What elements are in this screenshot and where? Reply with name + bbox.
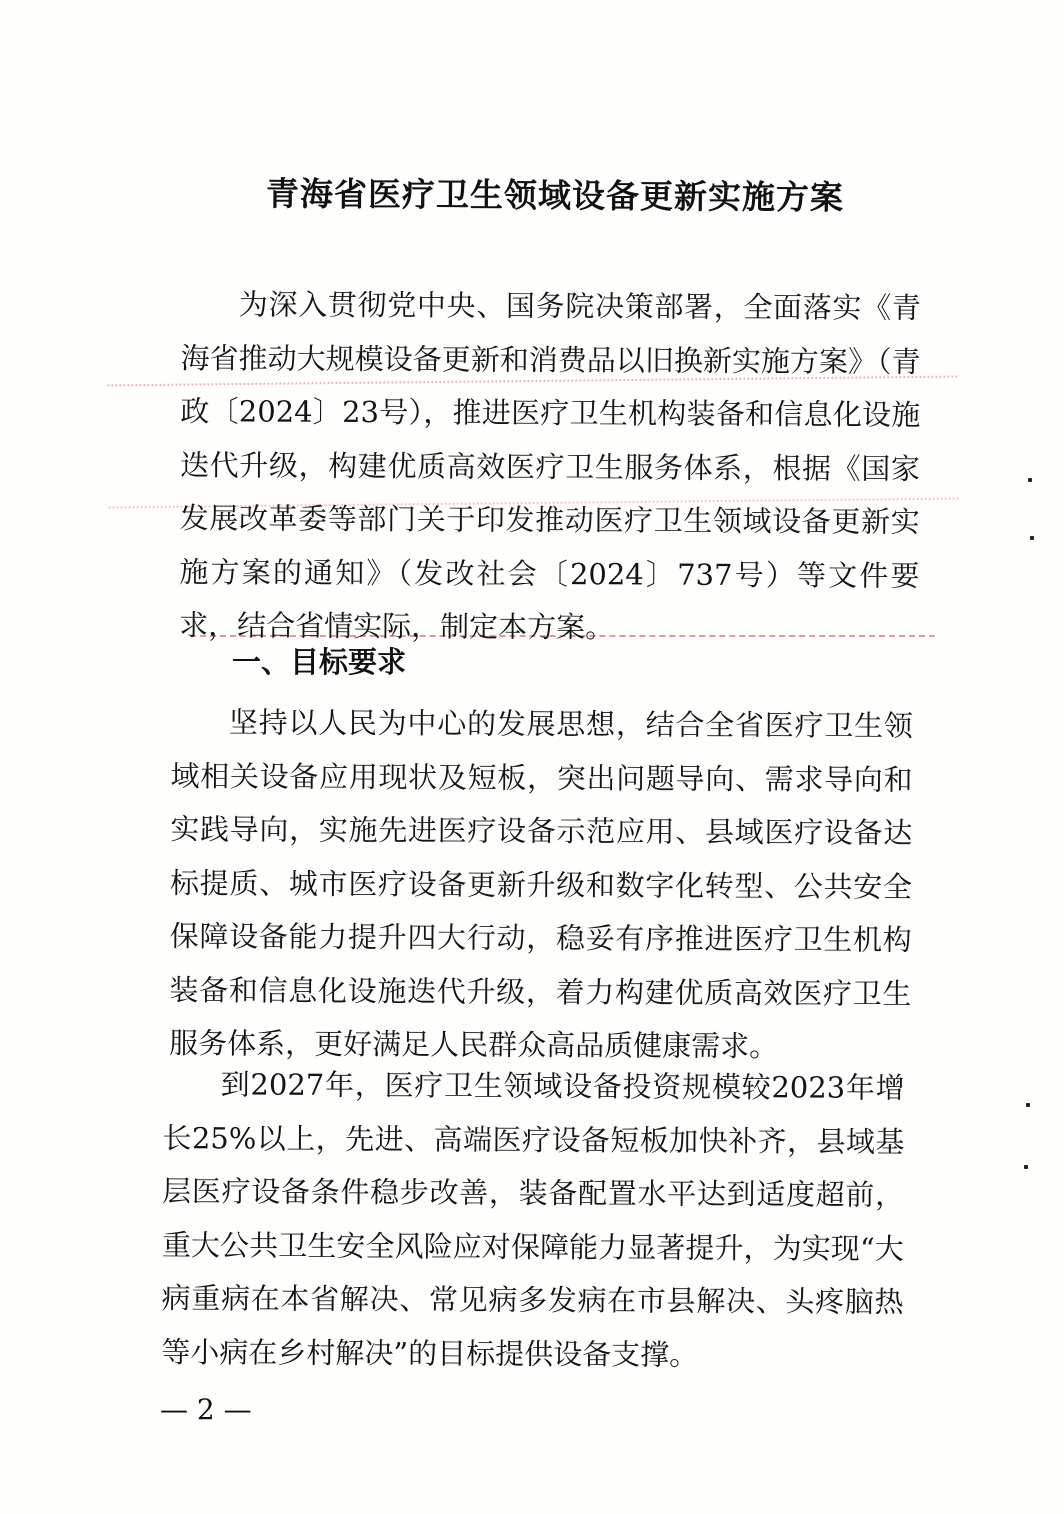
scan-speck	[1028, 478, 1032, 482]
paragraph-targets: 到2027年，医疗卫生领域设备投资规模较2023年增长25%以上，先进、高端医疗设备短板加快补齐，县域基层医疗设备条件稳步改善，装备配置水平达到适度超前，重大公共卫生安全风险应对保障能力显著提升，为实现“大病重病在本省解决、常见病多发病在市县解决、头疼脑热等小病在乡村解决”的目标提供设备支撑。	[161, 1067, 905, 1372]
document-title: 青海省医疗卫生领域设备更新实施方案	[265, 173, 845, 218]
scan-speck	[1026, 1103, 1030, 1107]
section-heading-goals: 一、目标要求	[232, 645, 407, 679]
scan-speck	[1030, 536, 1034, 540]
page-number: — 2 —	[160, 1393, 252, 1426]
scan-speck	[1024, 1165, 1028, 1169]
intro-paragraph: 为深入贯彻党中央、国务院决策部署，全面落实《青海省推动大规模设备更新和消费品以旧换新实施方案》（青政〔2024〕23号），推进医疗卫生机构装备和信息化设施迭代升级，构建优质高效医疗卫生服务体系，根据《国家发展改革委等部门关于印发推动医疗卫生领域设备更新实施方案的通知》（发改社会〔2024〕737号）等文件要求，结合省情实际，制定本方案。	[179, 287, 921, 645]
paragraph-goals: 坚持以人民为中心的发展思想，结合全省医疗卫生领域相关设备应用现状及短板，突出问题导向、需求导向和实践导向，实施先进医疗设备示范应用、县域医疗设备达标提质、城市医疗设备更新升级和数字化转型、公共安全保障设备能力提升四大行动，稳妥有序推进医疗卫生机构装备和信息化设施迭代升级，着力构建优质高效医疗卫生服务体系，更好满足人民群众高品质健康需求。	[169, 705, 913, 1064]
